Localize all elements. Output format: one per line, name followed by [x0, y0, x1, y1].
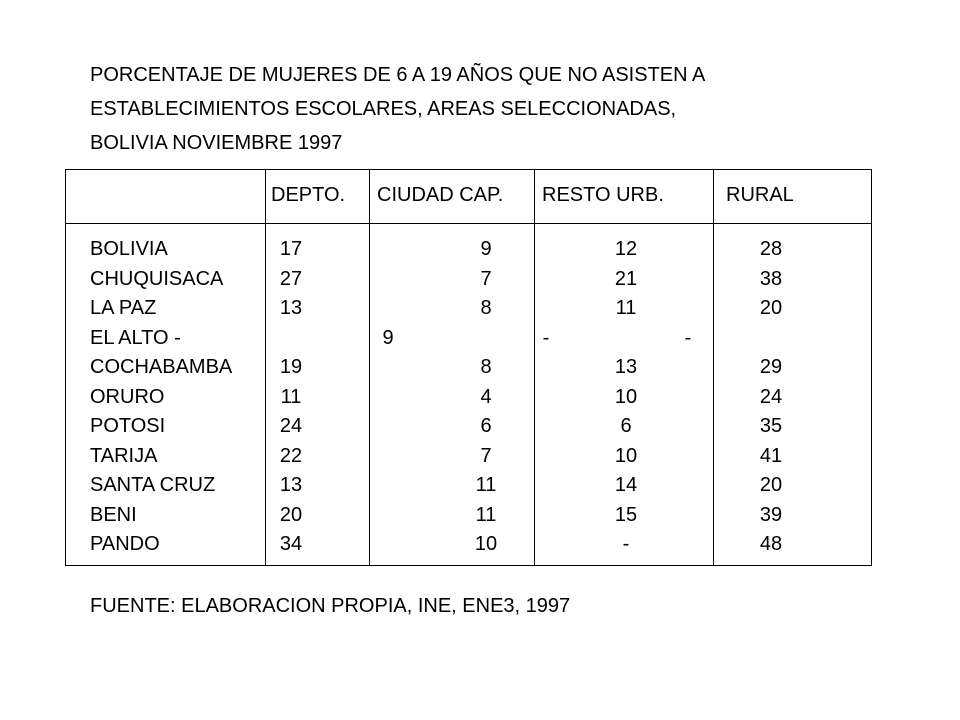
row-label: BOLIVIA	[90, 238, 168, 260]
cell-rural: 41	[759, 444, 783, 467]
cell-resto: -	[542, 326, 550, 349]
row-label: PANDO	[90, 533, 160, 555]
cell-rural: 35	[759, 415, 783, 437]
cell-ciudad: 7	[480, 267, 492, 290]
cell-resto: 14	[614, 474, 638, 496]
cell-depto: 13	[279, 297, 303, 319]
table-row	[66, 238, 871, 268]
cell-ciudad: 11	[475, 474, 497, 496]
cell-resto: 6	[620, 415, 632, 437]
row-label: CHUQUISACA	[90, 267, 224, 290]
table-row	[66, 297, 871, 327]
row-label: POTOSI	[90, 415, 166, 437]
row-label: BENI	[90, 503, 137, 526]
table-row	[66, 386, 871, 416]
cell-depto: 19	[279, 356, 303, 378]
cell-rural: 24	[759, 385, 783, 408]
cell-depto: 22	[279, 444, 303, 467]
header-depto: DEPTO.	[271, 184, 346, 206]
cell-resto: 13	[614, 356, 638, 378]
cell-rural: 29	[759, 356, 783, 378]
cell-rural: 48	[759, 533, 783, 555]
table-row	[66, 356, 871, 386]
table-row	[66, 533, 871, 563]
cell-resto: 21	[614, 267, 638, 290]
row-label: ORURO	[90, 385, 165, 408]
cell-resto: 12	[614, 238, 638, 260]
table-row	[66, 474, 871, 504]
table-row	[66, 268, 871, 298]
cell-depto: 20	[279, 503, 303, 526]
title-line-3: BOLIVIA NOVIEMBRE 1997	[90, 132, 343, 154]
cell-rural: 28	[759, 238, 783, 260]
data-table	[65, 169, 872, 566]
row-label: SANTA CRUZ	[90, 474, 216, 496]
cell-depto: 13	[279, 474, 303, 496]
row-label: TARIJA	[90, 444, 158, 467]
table-row	[66, 504, 871, 534]
cell-ciudad: 6	[480, 415, 492, 437]
header-resto-urb: RESTO URB.	[542, 184, 664, 206]
cell-resto: 10	[614, 385, 638, 408]
cell-ciudad: 4	[480, 385, 492, 408]
cell-resto: -	[622, 533, 630, 555]
cell-rural: -	[684, 326, 692, 349]
cell-resto: 15	[614, 503, 638, 526]
header-rural: RURAL	[726, 184, 794, 206]
title-line-1: PORCENTAJE DE MUJERES DE 6 A 19 AÑOS QUE NO ASISTEN A	[90, 64, 706, 86]
cell-rural: 39	[759, 503, 783, 526]
row-label: COCHABAMBA	[90, 356, 233, 378]
cell-ciudad: 9	[480, 238, 492, 260]
cell-rural: 20	[759, 297, 783, 319]
table-body	[66, 238, 871, 563]
row-label: EL ALTO -	[90, 326, 181, 349]
cell-resto: 10	[614, 444, 638, 467]
cell-depto: 27	[279, 267, 303, 290]
cell-ciudad: 7	[480, 444, 492, 467]
cell-rural: 20	[759, 474, 783, 496]
cell-resto: 11	[615, 297, 637, 319]
cell-ciudad: 11	[475, 503, 497, 526]
cell-depto: 34	[279, 533, 303, 555]
cell-depto: 11	[280, 385, 302, 408]
cell-depto: 17	[279, 238, 303, 260]
cell-rural: 38	[759, 267, 783, 290]
source-note: FUENTE: ELABORACION PROPIA, INE, ENE3, 1997	[90, 595, 571, 617]
table-row	[66, 327, 871, 357]
header-divider	[66, 223, 871, 224]
table-row	[66, 445, 871, 475]
cell-ciudad: 10	[474, 533, 498, 555]
header-ciudad-cap: CIUDAD CAP.	[377, 184, 504, 206]
row-label: LA PAZ	[90, 297, 157, 319]
cell-depto: 24	[279, 415, 303, 437]
document-title	[90, 58, 910, 160]
title-line-2: ESTABLECIMIENTOS ESCOLARES, AREAS SELECCIONADAS,	[90, 98, 677, 120]
cell-ciudad: 8	[480, 356, 492, 378]
cell-ciudad: 9	[382, 326, 394, 349]
table-row	[66, 415, 871, 445]
cell-ciudad: 8	[480, 297, 492, 319]
